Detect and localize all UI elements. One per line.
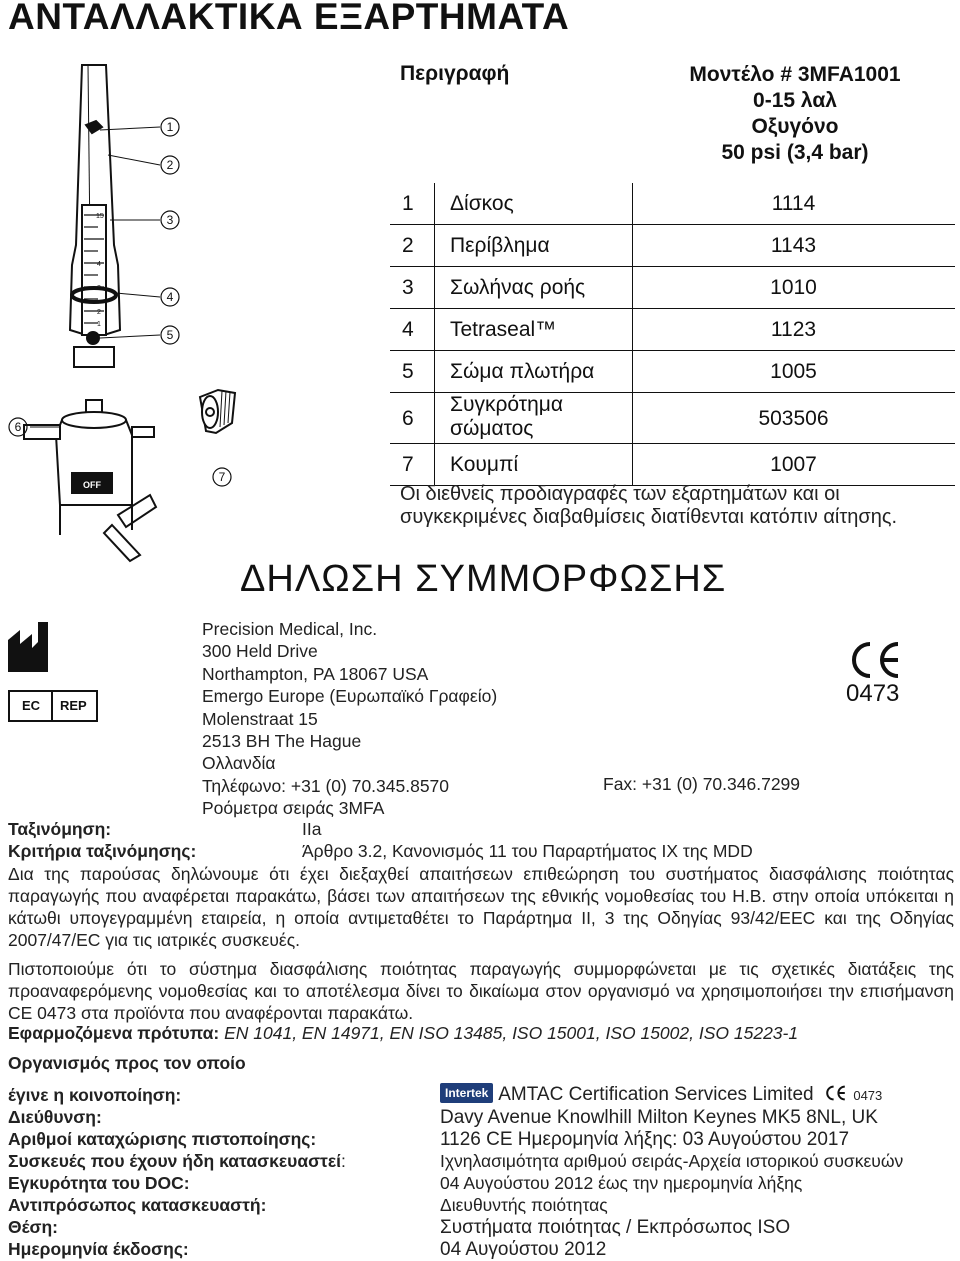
scale-mark-4: 4	[97, 261, 101, 268]
notified-body-ce-number: 0473	[853, 1088, 883, 1103]
detail-value-representative: Διευθυντής ποιότητας	[440, 1195, 608, 1215]
part-code: 1005	[770, 360, 817, 383]
description-label: Περιγραφή	[400, 62, 510, 85]
callout-3: 3	[166, 213, 174, 227]
declaration-paragraph-1: Δια της παρούσας δηλώνουμε ότι έχει διεξαχθεί απαιτήσεων επιθεώρηση του συστήματος διασφάλισης ποιότητας παραγωγής που αναφέρεται παρακάτω, βάσει των απαιτήσεων της εθνικής νομοθεσίας του Η.Β. στην οποία υπόκειται η κάτωθι υπογεγραμμένη εταιρεία, η οποία αντιμεταθέτει το Παράρτημα II, 3 της Οδηγίας 93/42/EEC και της Οδηγίας 2007/47/EC για τις ιατρικές συσκευές.	[8, 864, 954, 950]
model-line: 50 psi (3,4 bar)	[721, 141, 869, 164]
part-name: Δίσκος	[450, 192, 514, 215]
callout-7: 7	[218, 470, 226, 484]
part-code: 1007	[770, 453, 817, 476]
detail-label-representative: Αντιπρόσωπος κατασκευαστή:	[8, 1195, 267, 1215]
standards-value: EN 1041, EN 14971, EN ISO 13485, ISO 15001, ISO 15002, ISO 15223-1	[224, 1023, 799, 1043]
model-line: 0-15 λαλ	[753, 89, 837, 112]
classification-label: Ταξινόμηση:	[8, 819, 112, 839]
table-row	[390, 267, 955, 309]
part-name: Σώμα πλωτήρα	[450, 360, 595, 383]
address-line: Northampton, PA 18067 USA	[202, 663, 429, 684]
classification-row	[8, 819, 111, 840]
off-label: OFF	[83, 480, 101, 490]
detail-label-devices-colon: :	[341, 1151, 346, 1171]
part-code: 1143	[770, 234, 817, 257]
rep-label: REP	[60, 698, 87, 713]
table-row	[390, 393, 955, 444]
notified-body-heading	[8, 1053, 246, 1074]
address-line: Ολλανδία	[202, 753, 276, 774]
scale-mark-1: 1	[97, 321, 101, 328]
standards-label: Εφαρμοζόμενα πρότυπα:	[8, 1023, 220, 1043]
page-title: ΑΝΤΑΛΛΑΚΤΙΚΑ ΕΞΑΡΤΗΜΑΤΑ	[8, 0, 570, 37]
part-code: 1010	[770, 276, 817, 299]
part-number: 7	[402, 453, 414, 476]
detail-label-validity: Εγκυρότητα του DOC:	[8, 1173, 190, 1193]
scale-mark-3: 3	[97, 285, 101, 292]
address-line: Precision Medical, Inc.	[202, 619, 378, 639]
detail-value-cert: 1126 CE Ημερομηνία λήξης: 03 Αυγούστου 2017	[440, 1129, 850, 1150]
model-line: Οξυγόνο	[751, 115, 839, 138]
part-number: 5	[402, 360, 414, 383]
detail-value-validity: 04 Αυγούστου 2012 έως την ημερομηνία λήξης	[440, 1173, 803, 1193]
detail-value-address: Davy Avenue Knowlhill Milton Keynes MK5 8NL, UK	[440, 1107, 878, 1128]
detail-label-issue-date: Ημερομηνία έκδοσης:	[8, 1239, 189, 1259]
notified-body-heading-1: Οργανισμός προς τον οποίο	[8, 1053, 246, 1073]
table-row	[390, 444, 955, 486]
detail-label-devices: Συσκευές που έχουν ήδη κατασκευαστεί	[8, 1151, 342, 1171]
detail-label-position: Θέση:	[8, 1217, 58, 1237]
standards-row	[8, 1023, 798, 1044]
declaration-paragraph-2: Πιστοποιούμε ότι το σύστημα διασφάλισης ποιότητας παραγωγής συμμορφώνεται με τις σχετικές διατάξεις της προαναφερόμενης νομοθεσίας και το αποτέλεσμα δίνει το δικαίωμα στον οργανισμό να χρησιμοποιήσει την επισήμανση CE 0473 στα προϊόντα που αναφέρονται παρακάτω.	[8, 959, 954, 1023]
callout-1: 1	[166, 120, 174, 134]
parts-note: Οι διεθνείς προδιαγραφές των εξαρτημάτων και οι συγκεκριμένες διαβαθμίσεις διατίθενται κατόπιν αίτησης.	[400, 483, 898, 528]
detail-value-devices: Ιχνηλασιμότητα αριθμού σειράς-Αρχεία ιστορικού συσκευών	[440, 1151, 904, 1171]
address-line: Ροόμετρα σειράς 3MFA	[202, 798, 385, 819]
part-number: 4	[402, 318, 414, 341]
criteria-row	[8, 841, 196, 862]
ce-number: 0473	[846, 680, 900, 707]
address-line: 2513 BH The Hague	[202, 731, 362, 752]
intertek-logo: Intertek	[440, 1083, 493, 1103]
callout-6: 6	[14, 420, 22, 434]
manufacturer-icon	[6, 620, 50, 674]
address-line: Molenstraat 15	[202, 708, 318, 729]
notified-body-heading-2: έγινε η κοινοποίηση:	[8, 1085, 182, 1105]
classification-value: IIa	[302, 819, 322, 839]
criteria-label: Κριτήρια ταξινόμησης:	[8, 841, 197, 861]
part-name: Περίβλημα	[450, 234, 550, 257]
detail-value-position: Συστήματα ποιότητας / Εκπρόσωπος ISO	[440, 1217, 791, 1238]
part-code: 1123	[770, 318, 817, 341]
flowmeter-diagram	[0, 55, 240, 565]
fax-number: Fax: +31 (0) 70.346.7299	[603, 774, 801, 794]
table-row	[390, 351, 955, 393]
callout-4: 4	[166, 290, 174, 304]
part-name: Κουμπί	[450, 453, 519, 476]
part-number: 3	[402, 276, 414, 299]
notified-body-name: AMTAC Certification Services Limited	[498, 1084, 814, 1105]
part-name: Tetraseal™	[450, 318, 557, 341]
part-name: Συγκρότημα σώματος	[450, 393, 564, 440]
scale-mark-2: 2	[97, 309, 101, 316]
detail-label-address: Διεύθυνση:	[8, 1107, 102, 1127]
criteria-value: Άρθρο 3.2, Κανονισμός 11 του Παραρτήματος IX της MDD	[302, 841, 753, 861]
parts-table	[390, 183, 955, 486]
ce-mark-small-icon	[824, 1085, 848, 1101]
notified-body-value	[440, 1083, 882, 1106]
callout-5: 5	[166, 328, 174, 342]
scale-mark-15: 15	[96, 213, 104, 220]
detail-value-issue-date: 04 Αυγούστου 2012	[440, 1239, 607, 1260]
part-number: 6	[402, 407, 414, 430]
address-line: Τηλέφωνο: +31 (0) 70.345.8570	[202, 775, 450, 796]
address-line: 300 Held Drive	[202, 641, 318, 662]
part-name: Σωλήνας ροής	[450, 276, 586, 299]
detail-label-cert: Αριθμοί καταχώρισης πιστοποίησης:	[8, 1129, 317, 1149]
callout-2: 2	[166, 158, 174, 172]
declaration-title: ΔΗΛΩΣΗ ΣΥΜΜΟΡΦΩΣΗΣ	[240, 558, 727, 600]
address-line: Emergo Europe (Ευρωπαϊκό Γραφείο)	[202, 686, 498, 707]
table-row	[390, 309, 955, 351]
ec-label: EC	[22, 698, 41, 713]
ec-rep-symbol	[8, 690, 98, 722]
notified-body-row	[8, 1085, 181, 1106]
table-row	[390, 225, 955, 267]
part-number: 1	[402, 192, 414, 215]
model-line: Μοντέλο # 3MFA1001	[689, 63, 901, 86]
part-code: 1114	[771, 192, 816, 215]
model-header	[660, 62, 930, 166]
part-number: 2	[402, 234, 414, 257]
table-row	[390, 183, 955, 225]
address-block	[202, 618, 497, 820]
part-code: 503506	[758, 407, 829, 430]
ce-mark-icon	[848, 640, 904, 680]
